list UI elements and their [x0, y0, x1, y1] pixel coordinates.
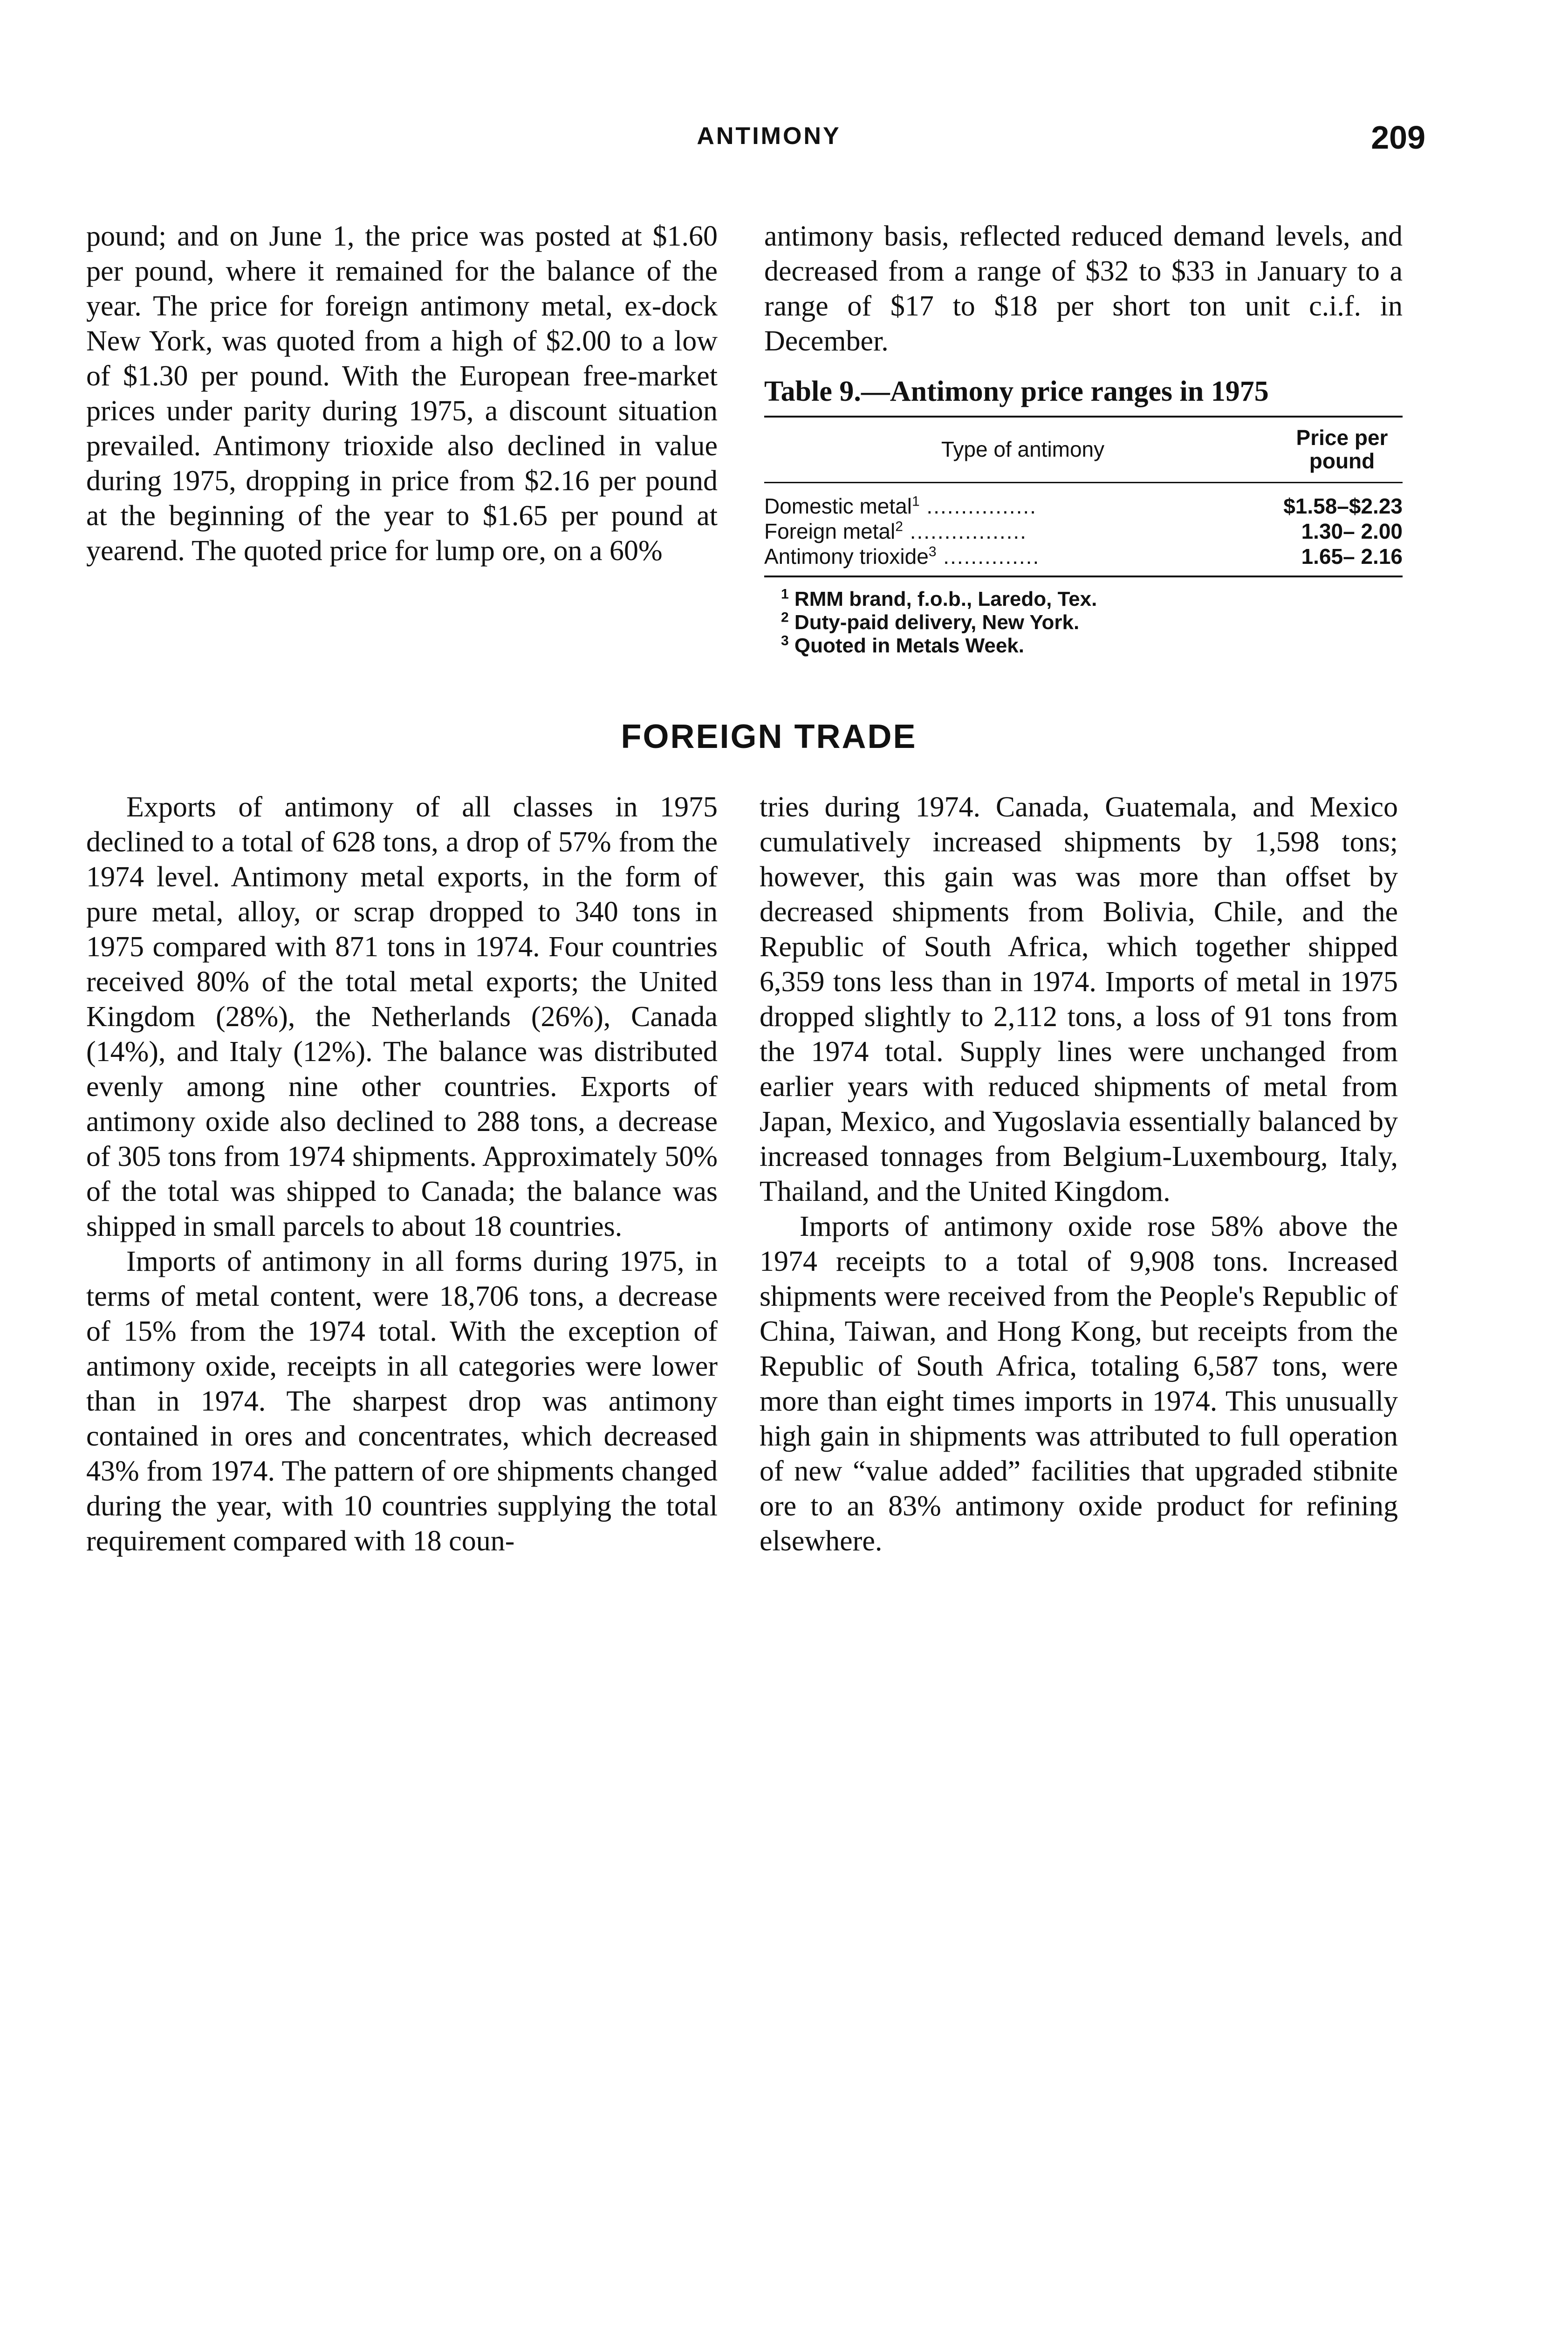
footnote [781, 611, 1403, 634]
table-row [764, 519, 1403, 544]
row-label [764, 544, 1281, 576]
footnote-mark: 3 [781, 633, 789, 649]
column-header-type: Type of antimony [764, 417, 1281, 483]
leader-dots: ................ [919, 494, 1037, 518]
price-table [764, 416, 1403, 577]
row-label [764, 483, 1281, 519]
section-heading: FOREIGN TRADE [621, 718, 917, 755]
footnote-ref: 1 [911, 493, 920, 509]
row-label-text: Foreign metal [764, 519, 896, 543]
table-row [764, 544, 1403, 576]
paragraph: antimony basis, reflected reduced demand levels, and decreased from a range of $32 to $33 in January to a range of $17 to $18 per short ton unit c.i.f. in December. [764, 220, 1403, 357]
leader-dots: ................. [903, 519, 1027, 543]
row-value: $1.58–$2.23 [1283, 494, 1403, 518]
paragraph: tries during 1974. Canada, Guatemala, and Mexico cumulatively increased shipments by 1,598 tons; however, this gain was was more than offset by decreased shipments from Bolivia, Chile, and the Republic of South Africa, which together shipped 6,359 tons less than in 1974. Imports of metal in 1975 dropped slightly to 2,112 tons, a loss of 91 tons from the 1974 total. Supply lines were unchanged from earlier years with reduced shipments of metal from Japan, Mexico, and Yugoslavia essentially balanced by increased tonnages from Belgium-Luxembourg, Italy, Thailand, and the United Kingdom. [760, 791, 1398, 1207]
table-footnotes [781, 588, 1403, 658]
paragraph: Exports of antimony of all classes in 1975 declined to a total of 628 tons, a drop of 57% from the 1974 level. Antimony metal exports, in the form of pure metal, alloy, or scrap dropped to 340 tons in 1975 compared with 871 tons in 1974. Four countries received 80% of the total metal exports; the United Kingdom (28%), the Netherlands (26%), Canada (14%), and Italy (12%). The balance was distributed evenly among nine other countries. Exports of antimony oxide also declined to 288 tons, a decrease of 305 tons from 1974 shipments. Approximately 50% of the total was shipped to Canada; the balance was shipped in small parcels to about 18 countries. [86, 791, 718, 1242]
running-head: ANTIMONY [697, 123, 841, 150]
column-header-price: Price per pound [1281, 417, 1403, 483]
footnote [781, 634, 1403, 658]
row-value: 1.65– 2.16 [1281, 544, 1403, 576]
table-title: Table 9.—Antimony price ranges in 1975 [764, 376, 1269, 407]
footnote-ref: 2 [895, 519, 903, 535]
table-row [764, 483, 1403, 519]
footnote-text: RMM brand, f.o.b., Laredo, Tex. [794, 588, 1097, 610]
page-number: 209 [1371, 119, 1425, 156]
bottom-right-column [760, 790, 1398, 1559]
footnote-mark: 1 [781, 586, 789, 602]
footnote [781, 588, 1403, 611]
footnote-ref: 3 [928, 544, 937, 560]
footnote-text: Duty-paid delivery, New York. [794, 611, 1080, 634]
row-label-text: Domestic metal [764, 494, 912, 518]
leader-dots: .............. [936, 544, 1040, 569]
row-label [764, 519, 1281, 544]
row-value: 1.30– 2.00 [1301, 519, 1403, 543]
top-left-column [86, 219, 718, 569]
paragraph: Imports of antimony oxide rose 58% above the 1974 receipts to a total of 9,908 tons. Increased shipments were received from the People's Republic of China, Taiwan, and Hong Kong, but receipts from the Republic of South Africa, totaling 6,587 tons, were more than eight times imports in 1974. This unusually high gain in shipments was attributed to full operation of new “value added” facilities that upgraded stibnite ore to an 83% antimony oxide product for refining elsewhere. [760, 1211, 1398, 1557]
paragraph: Imports of antimony in all forms during 1975, in terms of metal content, were 18,706 tons, a decrease of 15% from the 1974 total. With the exception of antimony oxide, receipts in all categories were lower than in 1974. The sharpest drop was antimony contained in ores and concentrates, which decreased 43% from 1974. The pattern of ore shipments changed during the year, with 10 countries supplying the total requirement compared with 18 coun- [86, 1246, 718, 1557]
bottom-left-column [86, 790, 718, 1559]
footnote-mark: 2 [781, 610, 789, 625]
row-label-text: Antimony trioxide [764, 544, 929, 569]
table-header-row [764, 417, 1403, 483]
top-right-column [764, 219, 1403, 658]
footnote-text: Quoted in Metals Week. [794, 634, 1024, 657]
paragraph: pound; and on June 1, the price was posted at $1.60 per pound, where it remained for the balance of the year. The price for foreign antimony metal, ex-dock New York, was quoted from a high of $2.00 to a low of $1.30 per pound. With the European free-market prices under parity during 1975, a discount situation prevailed. Antimony trioxide also declined in value during 1975, dropping in price from $2.16 per pound at the beginning of the year to $1.65 per pound at yearend. The quoted price for lump ore, on a 60% [86, 220, 718, 567]
